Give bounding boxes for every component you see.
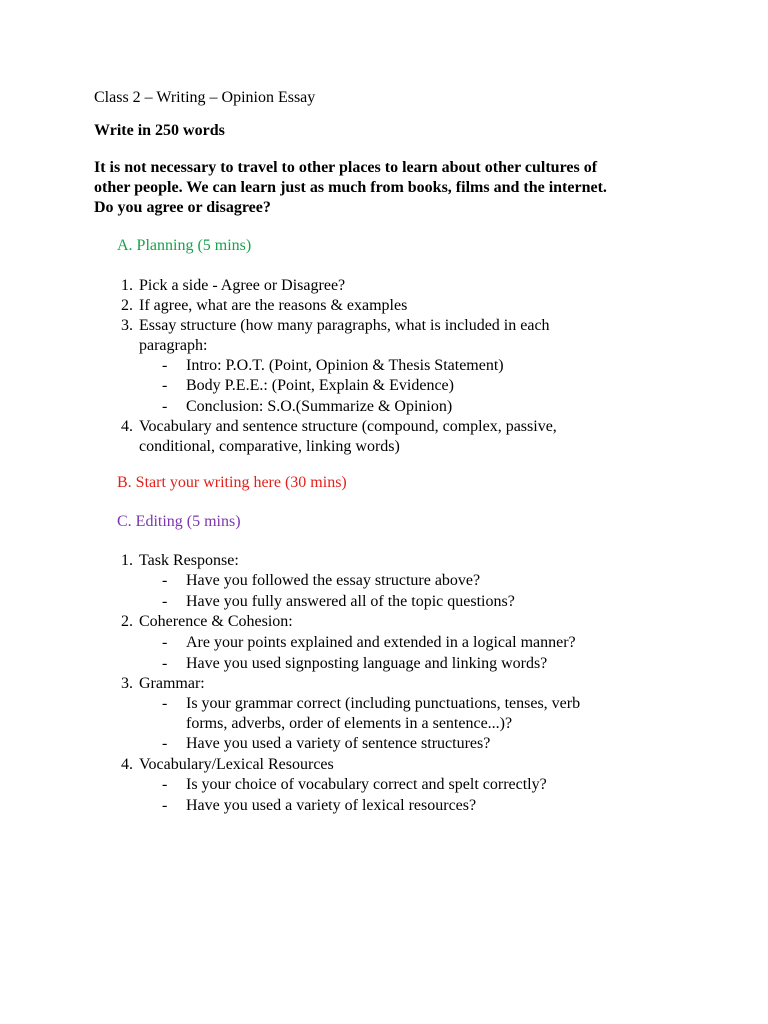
list-number: 2.	[121, 297, 133, 314]
list-text: Vocabulary/Lexical Resources	[139, 756, 334, 773]
list-number: 4.	[121, 418, 133, 435]
bullet-dash: -	[162, 593, 168, 610]
list-text-continued: conditional, comparative, linking words)	[139, 438, 400, 455]
list-number: 3.	[121, 317, 133, 334]
list-text: Coherence & Cohesion:	[139, 613, 293, 630]
prompt-line: It is not necessary to travel to other places to learn about other cultures of	[94, 159, 598, 176]
bullet-dash: -	[162, 695, 168, 712]
list-text: Essay structure (how many paragraphs, what is included in each	[139, 317, 550, 334]
list-text: Vocabulary and sentence structure (compound, complex, passive,	[139, 418, 557, 435]
prompt-line: other people. We can learn just as much from books, films and the internet.	[94, 179, 607, 196]
bullet-dash: -	[162, 377, 168, 394]
bullet-dash: -	[162, 357, 168, 374]
bullet-dash: -	[162, 572, 168, 589]
list-number: 3.	[121, 675, 133, 692]
bullet-dash: -	[162, 735, 168, 752]
bullet-text: Have you fully answered all of the topic questions?	[186, 593, 515, 610]
bullet-text: Are your points explained and extended in a logical manner?	[186, 634, 576, 651]
list-number: 1.	[121, 277, 133, 294]
list-number: 1.	[121, 552, 133, 569]
bullet-text: Body P.E.E.: (Point, Explain & Evidence)	[186, 377, 454, 394]
bullet-dash: -	[162, 634, 168, 651]
bullet-text: Have you used a variety of lexical resources?	[186, 797, 477, 814]
planning-heading: A. Planning (5 mins)	[117, 237, 252, 254]
bullet-text: Intro: P.O.T. (Point, Opinion & Thesis Statement)	[186, 357, 504, 374]
prompt-line: Do you agree or disagree?	[94, 199, 271, 216]
list-text: Grammar:	[139, 675, 205, 692]
bullet-text: Have you used a variety of sentence structures?	[186, 735, 491, 752]
editing-heading: C. Editing (5 mins)	[117, 513, 241, 530]
bullet-dash: -	[162, 655, 168, 672]
bullet-text: Is your choice of vocabulary correct and spelt correctly?	[186, 776, 547, 793]
class-line: Class 2 – Writing – Opinion Essay	[94, 89, 316, 106]
bullet-dash: -	[162, 797, 168, 814]
bullet-text: Conclusion: S.O.(Summarize & Opinion)	[186, 398, 453, 415]
bullet-dash: -	[162, 398, 168, 415]
list-text: If agree, what are the reasons & examples	[139, 297, 408, 314]
bullet-text: Have you followed the essay structure above?	[186, 572, 481, 589]
list-text-continued: paragraph:	[139, 337, 208, 354]
word-limit: Write in 250 words	[94, 122, 225, 139]
writing-heading: B. Start your writing here (30 mins)	[117, 474, 347, 491]
bullet-text: Have you used signposting language and linking words?	[186, 655, 548, 672]
list-text: Task Response:	[139, 552, 239, 569]
list-number: 4.	[121, 756, 133, 773]
list-text: Pick a side - Agree or Disagree?	[139, 277, 346, 294]
bullet-dash: -	[162, 776, 168, 793]
bullet-text: Is your grammar correct (including punctuations, tenses, verb	[186, 695, 581, 712]
list-number: 2.	[121, 613, 133, 630]
bullet-text-continued: forms, adverbs, order of elements in a sentence...)?	[186, 715, 513, 732]
